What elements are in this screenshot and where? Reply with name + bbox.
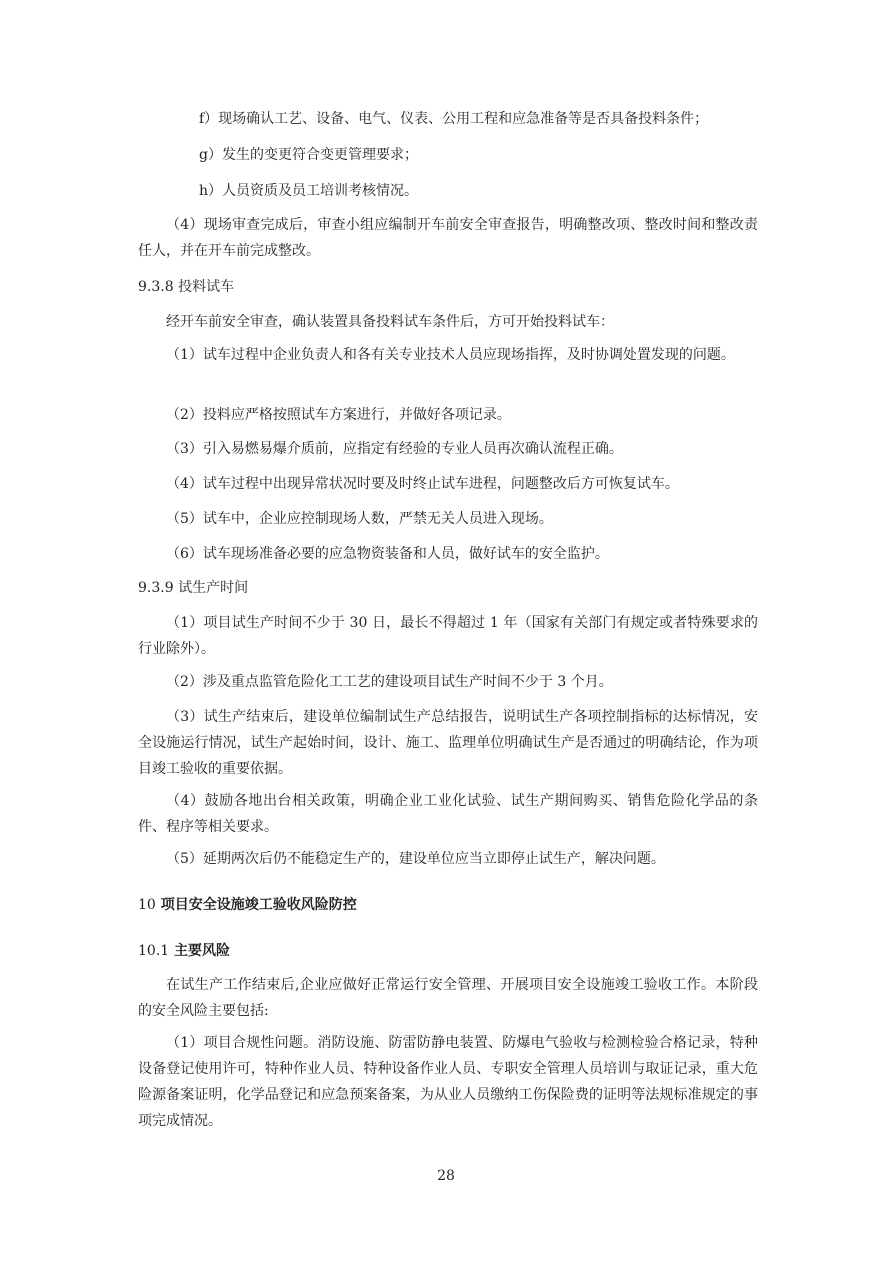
section-heading-10-1 xyxy=(138,938,758,964)
list-item: （3）引入易燃易爆介质前，应指定有经验的专业人员再次确认流程正确。 xyxy=(166,441,623,457)
list-item: （4）鼓励各地出台相关政策，明确企业工业化试验、试生产期间购买、销售危险化学品的条件、程序等相关要求。 xyxy=(138,793,758,835)
item-h: h）人员资质及员工培训考核情况。 xyxy=(199,183,419,199)
paragraph-review-report: （4）现场审查完成后，审查小组应编制开车前安全审查报告，明确整改项、整改时间和整改责任人，并在开车前完成整改。 xyxy=(138,217,758,259)
item-g: g）发生的变更符合变更管理要求； xyxy=(199,147,418,163)
list-item: （2）投料应严格按照试车方案进行，并做好各项记录。 xyxy=(166,407,511,423)
list-item: （6）试车现场准备必要的应急物资装备和人员，做好试车的安全监护。 xyxy=(166,546,609,562)
chapter-heading-10 xyxy=(138,892,758,918)
page-number: 28 xyxy=(437,1168,455,1184)
list-item: （3）试生产结束后，建设单位编制试生产总结报告，说明试生产各项控制指标的达标情况，安全设施运行情况，试生产起始时间，设计、施工、监理单位明确试生产是否通过的明确结论，作为项目竣工验收的重要依据。 xyxy=(138,709,758,777)
item-f: f）现场确认工艺、设备、电气、仪表、公用工程和应急准备等是否具备投料条件； xyxy=(199,111,709,127)
paragraph-trial-intro: 经开车前安全审查，确认装置具备投料试车条件后，方可开始投料试车： xyxy=(166,314,614,330)
section-title: 主要风险 xyxy=(174,943,231,959)
list-item: （1）项目合规性问题。消防设施、防雷防静电装置、防爆电气验收与检测检验合格记录，特种设备登记使用许可，特种作业人员、特种设备作业人员、专职安全管理人员培训与取证记录，重大危险源备案证明，化学品登记和应急预案备案，为从业人员缴纳工伤保险费的证明等法规标准规定的事项完成情况。 xyxy=(138,1035,758,1129)
list-item: （5）延期两次后仍不能稳定生产的，建设单位应当立即停止试生产，解决问题。 xyxy=(166,851,665,867)
list-item: （1）试车过程中企业负责人和各有关专业技术人员应现场指挥，及时协调处置发现的问题。 xyxy=(166,347,735,363)
chapter-number: 10 xyxy=(138,897,156,913)
chapter-title: 项目安全设施竣工验收风险防控 xyxy=(160,897,357,913)
section-heading-9-3-9: 9.3.9 试生产时间 xyxy=(138,580,249,596)
paragraph-risk-intro: 在试生产工作结束后,企业应做好正常运行安全管理、开展项目安全设施竣工验收工作。本阶段的安全风险主要包括: xyxy=(138,977,758,1019)
section-heading-9-3-8: 9.3.8 投料试车 xyxy=(138,279,235,295)
list-item: （5）试车中，企业应控制现场人数，严禁无关人员进入现场。 xyxy=(166,511,553,527)
section-number: 10.1 xyxy=(138,943,170,959)
list-item: （4）试车过程中出现异常状况时要及时终止试车进程，问题整改后方可恢复试车。 xyxy=(166,476,679,492)
list-item: （2）涉及重点监管危险化工工艺的建设项目试生产时间不少于 3 个月。 xyxy=(166,674,613,690)
list-item: （1）项目试生产时间不少于 30 日，最长不得超过 1 年（国家有关部门有规定或者特殊要求的行业除外）。 xyxy=(138,615,758,657)
